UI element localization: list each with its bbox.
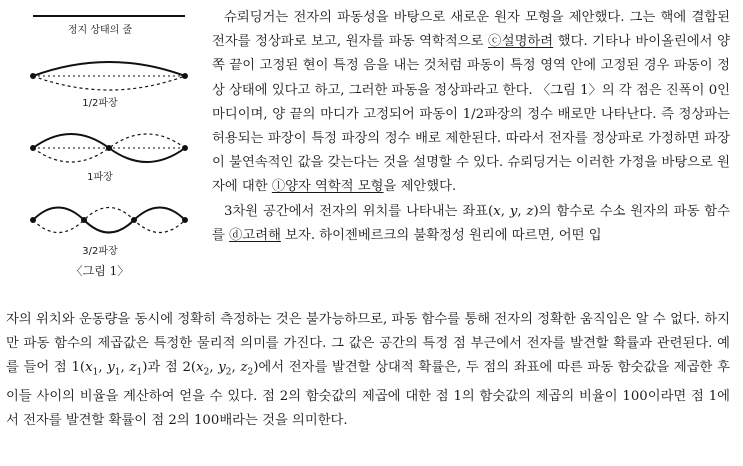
- p2-text-4: 자의 위치와 운동량을 동시에 정확히 측정하는 것은 불가능하므로, 파동 함수를 통해 전자의 정확한 움직임은 알 수 없다. 하지만 파동 함수의 제곱값은 특정한 물리적 의미를 가진다. 그 값은 공간의 특정 점 부근에서 전자를 발견할 확률과 관련된다. 예를 들어 점 1(: [6, 312, 730, 376]
- p1-text-1: 슈뢰딩거는 전자의 파동성을 바탕으로 새로운 원자 모형을 제안했다. 그는 핵에 결합된 전자를 정상파로 보고, 원자를 파동 역학적으로: [212, 10, 730, 50]
- node-point: [131, 217, 137, 223]
- coord-z1: z: [129, 360, 137, 376]
- node-point: [30, 145, 36, 151]
- coord-x: x: [493, 203, 501, 219]
- wave-crest: [33, 62, 185, 76]
- subscript: 2: [247, 368, 254, 379]
- figure-caption: 〈그림 1〉: [70, 264, 130, 278]
- three-half-wavelength-label: 3/2파장: [82, 246, 118, 257]
- three-half-wavelength-wave: [30, 208, 188, 233]
- coord-y1: y: [107, 360, 115, 376]
- one-wavelength-label: 1파장: [87, 172, 113, 183]
- p2-text-3: 보자. 하이젠베르크의 불확정성 원리에 따르면, 어떤 입: [280, 227, 602, 243]
- node-point: [30, 73, 36, 79]
- p2-text-1: 3차원 공간에서 전자의 위치를 나타내는 좌표(: [224, 203, 494, 219]
- node-point: [182, 145, 188, 151]
- p2-text-5: )과 점 2(: [142, 360, 197, 376]
- p2-text-6: )에서 전자를 발견할 상대적 확률은, 두 점의 좌표에 따른 파동 함숫값을 제곱한 후 이들 사이의 비율을 계산하여 얻을 수 있다. 점 2의 함숫값의 제곱에 대한 점 1의 함숫값의 제곱의 비율이 100이라면 점 1에서 전자를 발견할 확률이 점 2의 100배라는 것을 의미한다.: [6, 360, 730, 429]
- paragraph-1: [212, 6, 730, 200]
- wave-dashed: [33, 208, 185, 233]
- p1-underline-c: ⓒ설명하려: [488, 34, 554, 50]
- paragraph-2-start: [212, 200, 730, 248]
- subscript: 1: [92, 368, 99, 379]
- node-point: [182, 217, 188, 223]
- wave-solid: [33, 208, 185, 233]
- coord-x2: x: [196, 360, 204, 376]
- p1-text-2: 했다. 기타나 바이올린에서 양쪽 끝이 고정된 현이 특정 음을 내는 것처럼 파동이 특정 영역 안에 고정된 경우 파동이 정상 상태에 있다고 하고, 그러한 파동을 정상파라고 한다. 〈그림 1〉의 각 점은 진폭이 0인 마디이며, 양 끝의 마디가 고정되어 파동이 1/2파장의 정수 배로만 나타난다. 즉 정상파는 허용되는 파장이 특정 파장의 정수 배로 제한된다. 따라서 전자를 정상파로 가정하면 파장이 불연속적인 값을 갖는다는 것을 설명할 수 있다. 슈뢰딩거는 이러한 가정을 바탕으로 원자에 대한: [212, 34, 730, 195]
- p2-text-2: )의 함수로 수소 원자의 파동 함수를: [212, 203, 730, 243]
- subscript: 2: [225, 368, 232, 379]
- half-wavelength-label: 1/2파장: [82, 98, 118, 109]
- subscript: 1: [136, 368, 143, 379]
- subscript: 2: [203, 368, 210, 379]
- coord-x1: x: [85, 360, 93, 376]
- node-point: [106, 145, 112, 151]
- p1-underline-l: ⓛ양자 역학적 모형: [271, 179, 384, 195]
- coord-z: z: [526, 203, 534, 219]
- node-point: [81, 217, 87, 223]
- half-wavelength-wave: [30, 62, 188, 90]
- subscript: 1: [114, 368, 121, 379]
- p2-underline-d: ⓓ고려해: [229, 227, 281, 243]
- coord-y2: y: [218, 360, 226, 376]
- node-point: [182, 73, 188, 79]
- wave-trough: [33, 76, 185, 90]
- node-point: [30, 217, 36, 223]
- coord-z2: z: [240, 360, 248, 376]
- p1-text-3: 을 제안했다.: [383, 179, 457, 195]
- resting-string-label: 정지 상태의 줄: [67, 25, 133, 36]
- figure-1: [0, 0, 200, 290]
- one-wavelength-wave: [30, 134, 188, 162]
- comma: ,: [500, 203, 510, 219]
- paragraph-2-continued: 자의 위치와 운동량을 동시에 정확히 측정하는 것은 불가능하므로, 파동 함수를 통해 전자의 정확한 움직임은 알 수 없다. 하지만 파동 함수의 제곱값은 특정한 물리적 의미를 가진다. 그 값은 공간의 특정 점 부근에서 전자를 발견할 확률과 관련된다. 예를 들어 점 $1(x_1$, $y_1$, $z_1$)과 점 $2(x_2$, $y_2$, $z_2$)에서 전자를 발견할 상대적 확률은, 두 점의 좌표에 따른 파동 함숫값을 제곱한 후 이들 사이의 비율을 계산하여 얻을 수 있다. 점 2의 함숫값의 제곱에 대한 점 1의 함숫값의 제곱의 비율이 100이라면 점 1에서 전자를 발견할 확률이 점 2의 100배라는 것을 의미한다.: [6, 312, 730, 429]
- coord-y: y: [509, 203, 518, 219]
- comma: ,: [517, 203, 527, 219]
- text-column-right: [212, 6, 730, 248]
